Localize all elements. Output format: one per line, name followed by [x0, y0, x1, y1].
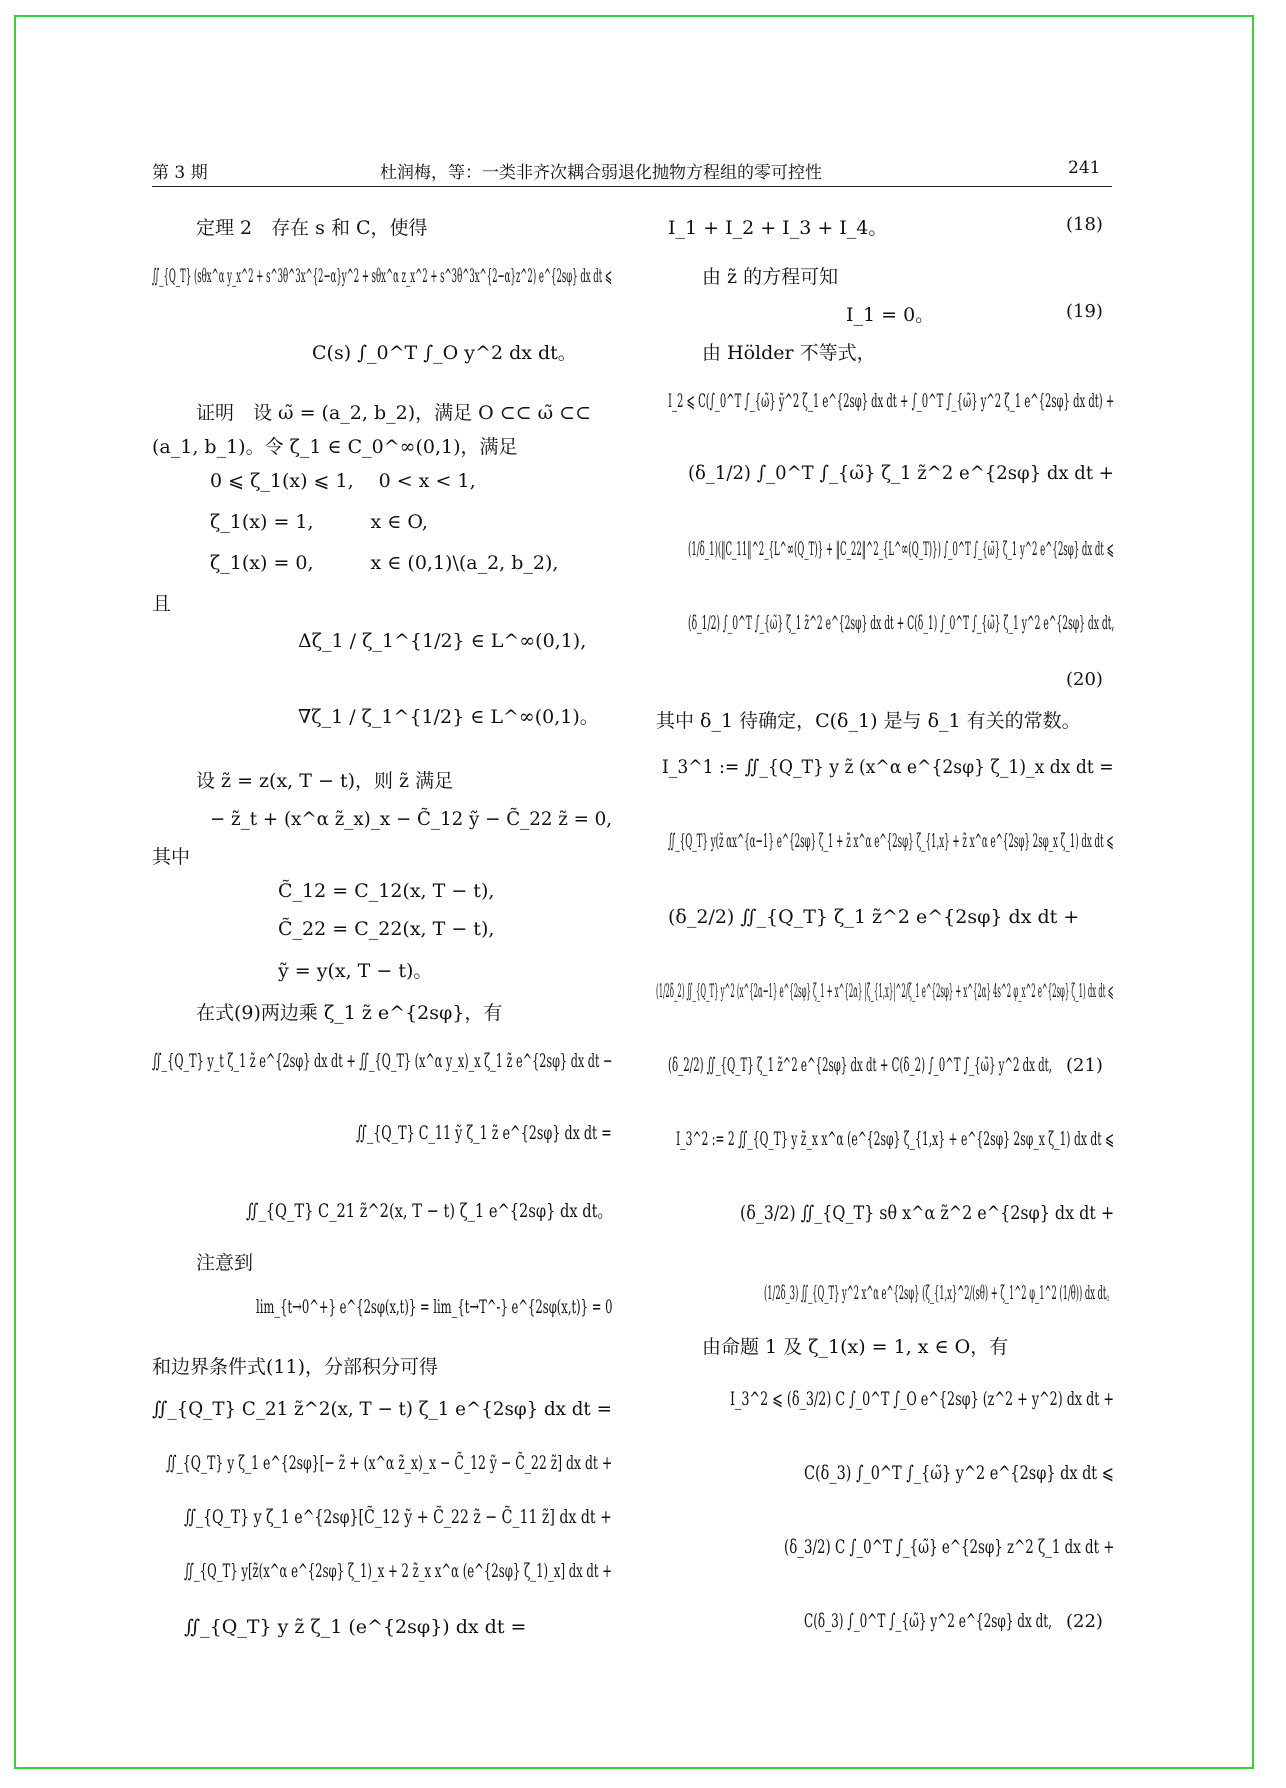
text-line: ∬_{Q_T} y(z̃ αx^{α−1} e^{2sφ} ζ_1 + z̃ x^α e^{2sφ} ζ_{1,x} + z̃ x^α e^{2sφ} 2sφ_x ζ_1) dx dt ⩽ — [668, 830, 1114, 852]
text-line: ∇ζ_1 / ζ_1^{1/2} ∈ L^∞(0,1)。 — [298, 706, 599, 728]
equation-number: (19) — [1066, 301, 1103, 322]
text-line: C(δ_3) ∫_0^T ∫_{ω̃} y^2 e^{2sφ} dx dt, — [804, 1610, 1052, 1632]
running-title: 杜润梅，等：一类非齐次耦合弱退化抛物方程组的零可控性 — [380, 163, 822, 183]
text-line: ∬_{Q_T} C_21 z̃^2(x, T − t) ζ_1 e^{2sφ} dx dt = — [152, 1398, 612, 1420]
text-line: ∬_{Q_T} y ζ_1 e^{2sφ}[− z̃ + (x^α z̃_x)_x − C̃_12 ỹ − C̃_22 z̃] dx dt + — [166, 1452, 613, 1474]
equation-number: (18) — [1066, 214, 1103, 235]
text-line: ∬_{Q_T} C_21 z̃^2(x, T − t) ζ_1 e^{2sφ} dx dt。 — [246, 1200, 613, 1222]
text-line: (δ_3/2) ∬_{Q_T} sθ x^α z̃^2 e^{2sφ} dx dt + — [740, 1202, 1115, 1224]
text-line: (1/2δ_2) ∬_{Q_T} y^2 (x^{2α−1} e^{2sφ} ζ_1 + x^{2α} |ζ_{1,x}|^2/ζ_1 e^{2sφ} + x^{2α} 4s^2 φ_x^2 e^{2sφ} ζ_1) dx dt ⩽ — [656, 980, 1114, 1002]
text-line: I_1 = 0。 — [846, 304, 935, 326]
text-line: (1/2δ_3) ∬_{Q_T} y^2 x^α e^{2sφ} (ζ_{1,x}^2/(sθ) + ζ_1^2 φ_1^2 (1/θ)) dx dt。 — [764, 1282, 1115, 1304]
text-line: (a_1, b_1)。令 ζ_1 ∈ C_0^∞(0,1)，满足 — [152, 436, 518, 458]
text-line: I_1 + I_2 + I_3 + I_4。 — [668, 217, 888, 239]
text-line: 设 z̃ = z(x, T − t)，则 z̃ 满足 — [196, 770, 454, 792]
text-line: ζ_1(x) = 1, x ∈ O, — [210, 511, 428, 533]
text-line: (δ_3/2) C ∫_0^T ∫_{ω̃} e^{2sφ} z^2 ζ_1 dx dt + — [784, 1536, 1115, 1558]
text-line: 定理 2 存在 s 和 C，使得 — [196, 217, 428, 239]
text-line: C(δ_3) ∫_0^T ∫_{ω̃} y^2 e^{2sφ} dx dt ⩽ — [804, 1462, 1114, 1484]
text-line: ∬_{Q_T} y_t ζ_1 z̃ e^{2sφ} dx dt + ∬_{Q_T} (x^α y_x)_x ζ_1 z̃ e^{2sφ} dx dt − — [152, 1050, 613, 1072]
text-line: 0 ⩽ ζ_1(x) ⩽ 1, 0 < x < 1, — [210, 470, 476, 492]
text-line: ỹ = y(x, T − t)。 — [278, 960, 433, 982]
text-line: 和边界条件式(11)，分部积分可得 — [152, 1356, 439, 1378]
text-line: ζ_1(x) = 0, x ∈ (0,1)\(a_2, b_2), — [210, 552, 559, 574]
text-line: 由 z̃ 的方程可知 — [702, 266, 839, 288]
equation-number: (21) — [1066, 1055, 1103, 1076]
text-line: C(s) ∫_0^T ∫_O y^2 dx dt。 — [312, 342, 577, 364]
equation-number: (20) — [1066, 669, 1103, 690]
text-line: (δ_1/2) ∫_0^T ∫_{ω̃} ζ_1 z̃^2 e^{2sφ} dx dt + — [688, 462, 1114, 484]
text-line: 由命题 1 及 ζ_1(x) = 1, x ∈ O，有 — [702, 1336, 1009, 1358]
text-line: 在式(9)两边乘 ζ_1 z̃ e^{2sφ}，有 — [196, 1002, 503, 1024]
text-line: − z̃_t + (x^α z̃_x)_x − C̃_12 ỹ − C̃_22 z̃ = 0, — [210, 808, 613, 830]
text-line: ∬_{Q_T} (sθx^α y_x^2 + s^3θ^3x^{2−α}y^2 + sθx^α z_x^2 + s^3θ^3x^{2−α}z^2) e^{2sφ} dx dt ⩽ — [152, 265, 612, 287]
equation-number: (22) — [1066, 1611, 1103, 1632]
text-line: I_3^1 := ∬_{Q_T} y z̃ (x^α e^{2sφ} ζ_1)_x dx dt = — [662, 756, 1114, 778]
text-line: (δ_1/2) ∫_0^T ∫_{ω̃} ζ_1 z̃^2 e^{2sφ} dx dt + C(δ_1) ∫_0^T ∫_{ω̃} ζ_1 y^2 e^{2sφ} dx dt, — [688, 612, 1115, 634]
text-line: I_3^2 := 2 ∬_{Q_T} y z̃_x x^α (e^{2sφ} ζ_{1,x} + e^{2sφ} 2sφ_x ζ_1) dx dt ⩽ — [676, 1128, 1115, 1150]
text-line: 且 — [152, 593, 172, 615]
text-line: 其中 — [152, 846, 191, 868]
header-rule — [152, 186, 1112, 187]
text-line: Δζ_1 / ζ_1^{1/2} ∈ L^∞(0,1), — [298, 630, 587, 652]
text-line: (1/δ_1)(‖C_11‖^2_{L^∞(Q_T)} + ‖C_22‖^2_{L^∞(Q_T)}) ∫_0^T ∫_{ω̃} ζ_1 y^2 e^{2sφ} dx dt ⩽ — [688, 538, 1114, 560]
text-line: ∬_{Q_T} y z̃ ζ_1 (e^{2sφ}) dx dt = — [184, 1616, 527, 1638]
text-line: ∬_{Q_T} C_11 ỹ ζ_1 z̃ e^{2sφ} dx dt = — [356, 1122, 612, 1144]
text-line: ∬_{Q_T} y[z̃(x^α e^{2sφ} ζ_1)_x + 2 z̃_x x^α (e^{2sφ} ζ_1)_x] dx dt + — [184, 1560, 613, 1582]
text-line: I_2 ⩽ C(∫_0^T ∫_{ω̃} ỹ^2 ζ_1 e^{2sφ} dx dt + ∫_0^T ∫_{ω̃} y^2 ζ_1 e^{2sφ} dx dt) + — [668, 390, 1115, 412]
page-number: 241 — [1068, 158, 1101, 178]
text-line: 注意到 — [196, 1252, 254, 1274]
text-line: ∬_{Q_T} y ζ_1 e^{2sφ}[C̃_12 ỹ + C̃_22 z̃ − C̃_11 z̃] dx dt + — [184, 1506, 612, 1528]
text-line: I_3^2 ⩽ (δ_3/2) C ∫_0^T ∫_O e^{2sφ} (z^2 + y^2) dx dt + — [730, 1388, 1115, 1410]
text-line: (δ_2/2) ∬_{Q_T} ζ_1 z̃^2 e^{2sφ} dx dt + C(δ_2) ∫_0^T ∫_{ω̃} y^2 dx dt, — [668, 1054, 1053, 1076]
issue-number: 第 3 期 — [152, 163, 208, 183]
text-line: lim_{t→0^+} e^{2sφ(x,t)} = lim_{t→T^-} e^{2sφ(x,t)} = 0 — [256, 1296, 613, 1318]
text-line: 其中 δ_1 待确定，C(δ_1) 是与 δ_1 有关的常数。 — [656, 710, 1081, 732]
text-line: (δ_2/2) ∬_{Q_T} ζ_1 z̃^2 e^{2sφ} dx dt + — [668, 906, 1080, 928]
text-line: C̃_22 = C_22(x, T − t), — [278, 918, 495, 940]
text-line: 由 Hölder 不等式， — [702, 342, 876, 364]
text-line: C̃_12 = C_12(x, T − t), — [278, 880, 495, 902]
text-line: 证明 设 ω̃ = (a_2, b_2)，满足 O ⊂⊂ ω̃ ⊂⊂ — [196, 402, 592, 424]
